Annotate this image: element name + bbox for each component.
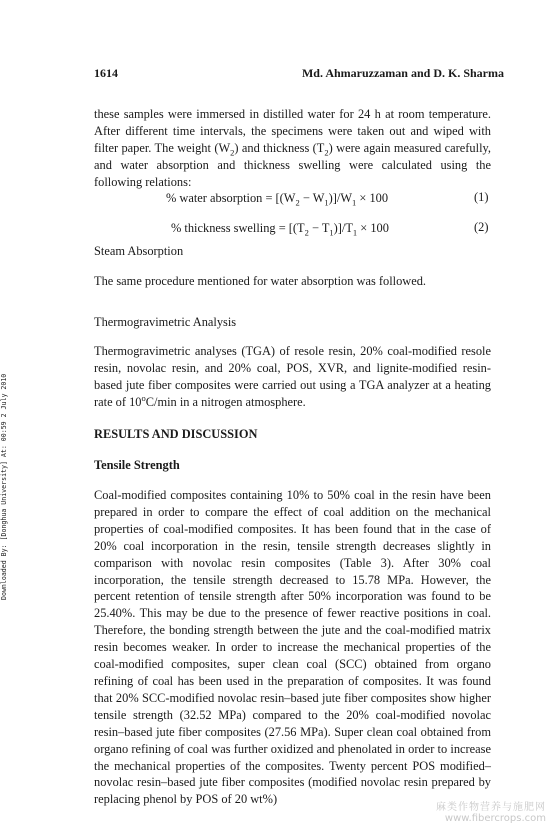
running-header-authors: Md. Ahmaruzzaman and D. K. Sharma — [301, 66, 504, 80]
intro-paragraph — [94, 106, 491, 191]
steam-absorption-text: The same procedure mentioned for water absorption was followed. — [94, 274, 427, 288]
equation-2-number: (2) — [474, 220, 489, 234]
tga-text: Thermogravimetric analyses (TGA) of resole resin, 20% coal-modified resole resin, novolac resin, and 20% coal, POS, XVR, and lignite-modified resin-based jute fiber composites were carried out using a TGA analyzer at a heating rate of 10$^o$C/min in a nitrogen atmosphere. — [94, 344, 491, 409]
tensile-strength-heading: Tensile Strength — [94, 458, 180, 472]
tensile-strength-text: Coal-modified composites containing 10% to 50% coal in the resin have been prepared in order to compare the effect of coal addition on the mechanical properties of coal-modified composites. It has been found that in the case of 20% coal incorporation in the resin, tensile strength decreases slightly in comparison with novolac resin composites (Table 3). After 30% coal incorporation, the tensile strength decreased to 15.78 MPa. However, the percent retention of tensile strength after 50% incorporation was found to be 25.40%. This may be due to the presence of fewer reactive positions in coal. Therefore, the bonding strength between the jute and the coal-modified matrix resin becomes weaker. In order to increase the mechanical properties of the coal-modified composites, super clean coal (SCC) obtained from organo refining of coal has been used in the preparation of composites. It was found that 20% SCC-modified novolac resin–based jute fiber composites show higher tensile strength (32.52 MPa) compared to the 20% coal-modified novolac resin–based jute fiber composites (27.56 MPa). Super clean coal obtained from organo refining of coal was further oxidized and phenolated in order to increase the mechanical properties of the composites. Twenty percent POS modified–novolac resin–based jute fiber composites (modified novolac resin prepared by replacing phenol by POS of 20 wt%) — [94, 488, 491, 807]
site-watermark — [436, 798, 546, 824]
tga-heading: Thermogravimetric Analysis — [94, 315, 237, 329]
equation-1: % water absorption = $[(W_2 - W_1)]/W_1 \times 100$ — [166, 191, 389, 208]
equation-1-number: (1) — [474, 190, 489, 204]
results-discussion-heading: RESULTS AND DISCUSSION — [94, 427, 258, 441]
steam-absorption-heading: Steam Absorption — [94, 244, 184, 258]
equation-2: % thickness swelling = $[(T_2 - T_1)]/T_1 \times 100$ — [171, 221, 389, 238]
page-number: 1614 — [94, 66, 118, 80]
intro-text-1: these samples were immersed in distilled water for 24 h at room temperature. After different time intervals, the specimens were taken out and wiped with filter paper. The weight $(W_2)$ and thickness $(T_2)$ were again measured carefully, and water absorption and thickness swelling were calculated using the following relations: — [94, 107, 491, 189]
download-stamp: Downloaded By: [Donghua University] At: 00:59 2 July 2010 — [0, 373, 8, 600]
watermark-line-2: www.fibercrops.com — [444, 813, 546, 824]
watermark-line-1: 麻类作物营养与施肥网 — [436, 802, 546, 813]
